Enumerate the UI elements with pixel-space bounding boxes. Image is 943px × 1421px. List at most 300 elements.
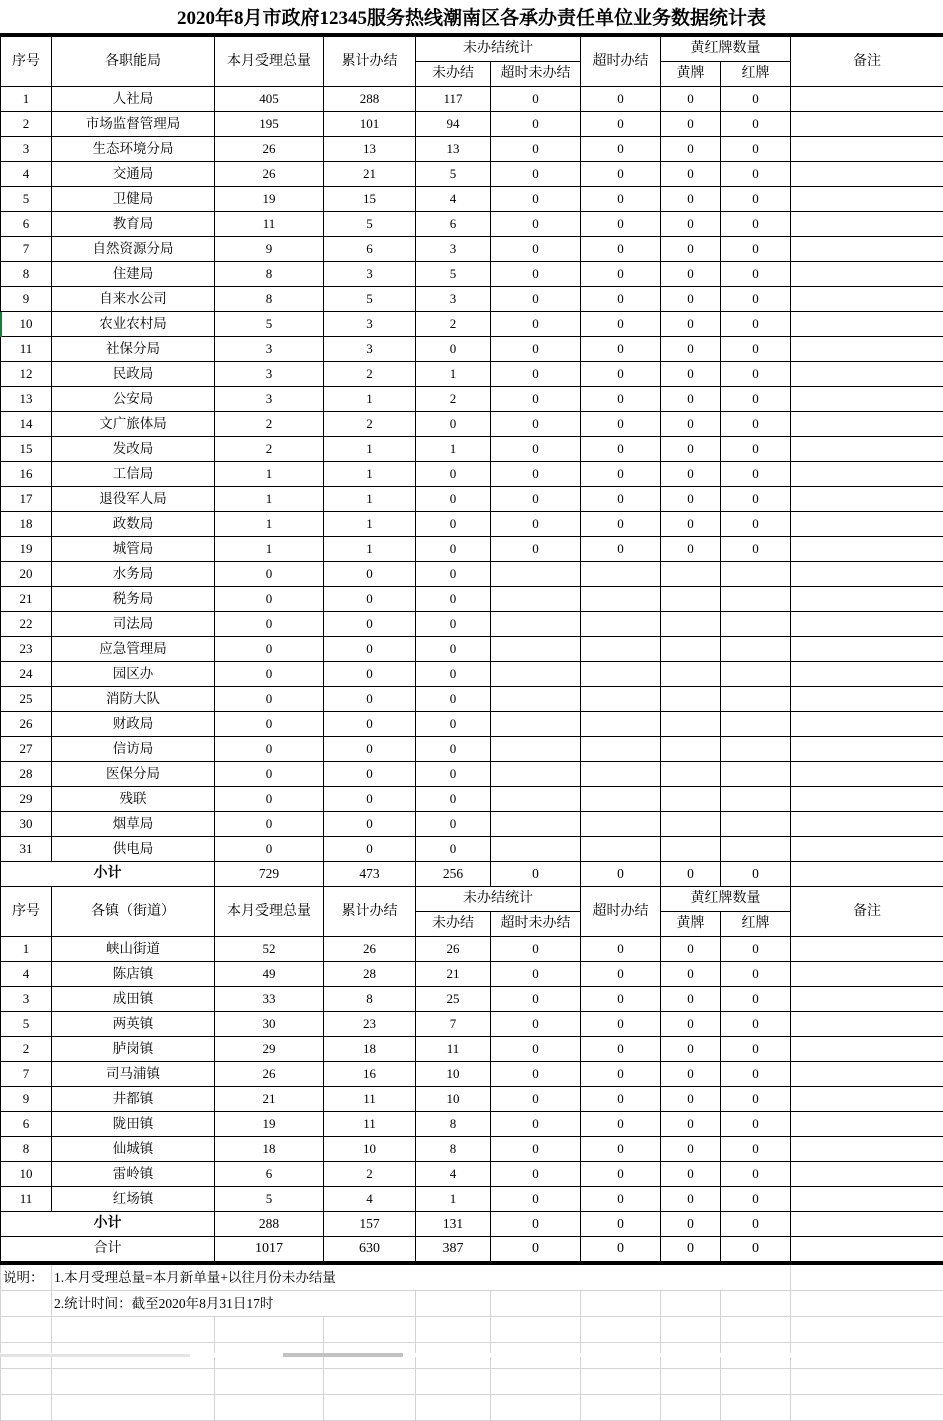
row-overdue-done[interactable]: 0 [581, 1087, 661, 1112]
row-month-total[interactable]: 1 [215, 462, 324, 487]
row-cumulative-done[interactable]: 1 [324, 462, 416, 487]
row-month-total[interactable]: 0 [215, 762, 324, 787]
row-unsettled[interactable]: 5 [416, 162, 491, 187]
row-yellow-card[interactable] [661, 837, 721, 862]
row-remark[interactable] [791, 1087, 943, 1112]
row-unsettled[interactable]: 0 [416, 787, 491, 812]
row-yellow-card[interactable] [661, 687, 721, 712]
row-cumulative-done[interactable]: 0 [324, 837, 416, 862]
row-seq[interactable]: 10 [1, 312, 52, 337]
row-month-total[interactable]: 0 [215, 712, 324, 737]
row-unsettled[interactable]: 0 [416, 687, 491, 712]
row-seq[interactable]: 2 [1, 112, 52, 137]
row-overdue-done[interactable]: 0 [581, 137, 661, 162]
empty-row-cell[interactable] [416, 1395, 491, 1421]
row-yellow-card[interactable]: 0 [661, 387, 721, 412]
row-cumulative-done[interactable]: 11 [324, 1087, 416, 1112]
row-unsettled[interactable]: 6 [416, 212, 491, 237]
table-row[interactable] [1, 412, 943, 437]
summary-month-total[interactable]: 729 [215, 862, 324, 887]
row-month-total[interactable]: 26 [215, 162, 324, 187]
row-remark[interactable] [791, 487, 943, 512]
row-yellow-card[interactable]: 0 [661, 237, 721, 262]
row-unsettled[interactable]: 10 [416, 1087, 491, 1112]
row-month-total[interactable]: 6 [215, 1162, 324, 1187]
row-name[interactable]: 政数局 [52, 512, 215, 537]
empty-row-cell[interactable] [52, 1369, 215, 1395]
row-remark[interactable] [791, 437, 943, 462]
row-overdue-done[interactable]: 0 [581, 537, 661, 562]
row-red-card[interactable]: 0 [721, 262, 791, 287]
row-overdue-done[interactable]: 0 [581, 312, 661, 337]
row-yellow-card[interactable]: 0 [661, 87, 721, 112]
row-yellow-card[interactable]: 0 [661, 1037, 721, 1062]
row-overdue-done[interactable]: 0 [581, 512, 661, 537]
table-row[interactable] [1, 162, 943, 187]
table-row[interactable] [1, 987, 943, 1012]
table-row[interactable] [1, 537, 943, 562]
row-cumulative-done[interactable]: 0 [324, 787, 416, 812]
row-remark[interactable] [791, 1112, 943, 1137]
row-name[interactable]: 仙城镇 [52, 1137, 215, 1162]
row-cumulative-done[interactable]: 288 [324, 87, 416, 112]
row-month-total[interactable]: 3 [215, 337, 324, 362]
empty-row-cell[interactable] [1, 1369, 52, 1395]
row-remark[interactable] [791, 362, 943, 387]
empty-row-cell[interactable] [581, 1317, 661, 1343]
table-row[interactable] [1, 1087, 943, 1112]
row-month-total[interactable]: 33 [215, 987, 324, 1012]
row-yellow-card[interactable]: 0 [661, 187, 721, 212]
row-remark[interactable] [791, 112, 943, 137]
row-overdue-unsettled[interactable]: 0 [491, 1137, 581, 1162]
table-row[interactable] [1, 187, 943, 212]
row-red-card[interactable] [721, 687, 791, 712]
row-overdue-unsettled[interactable]: 0 [491, 287, 581, 312]
row-unsettled[interactable]: 0 [416, 337, 491, 362]
row-unsettled[interactable]: 0 [416, 462, 491, 487]
row-unsettled[interactable]: 1 [416, 362, 491, 387]
row-yellow-card[interactable]: 0 [661, 1187, 721, 1212]
summary-remark[interactable] [791, 1237, 943, 1263]
empty-row-cell[interactable] [721, 1395, 791, 1421]
row-remark[interactable] [791, 837, 943, 862]
row-name[interactable]: 医保分局 [52, 762, 215, 787]
row-yellow-card[interactable]: 0 [661, 162, 721, 187]
table-row[interactable] [1, 637, 943, 662]
row-month-total[interactable]: 26 [215, 137, 324, 162]
table-row[interactable] [1, 387, 943, 412]
row-overdue-unsettled[interactable]: 0 [491, 537, 581, 562]
note-row-2-cell[interactable] [416, 1291, 491, 1317]
row-seq[interactable]: 7 [1, 1062, 52, 1087]
row-seq[interactable]: 19 [1, 537, 52, 562]
row-remark[interactable] [791, 1062, 943, 1087]
table-row[interactable] [1, 487, 943, 512]
row-yellow-card[interactable]: 0 [661, 262, 721, 287]
row-month-total[interactable]: 19 [215, 187, 324, 212]
row-name[interactable]: 财政局 [52, 712, 215, 737]
row-cumulative-done[interactable]: 0 [324, 737, 416, 762]
row-overdue-unsettled[interactable]: 0 [491, 1162, 581, 1187]
row-red-card[interactable]: 0 [721, 437, 791, 462]
row-month-total[interactable]: 26 [215, 1062, 324, 1087]
table-row[interactable] [1, 112, 943, 137]
note-row-2-cell[interactable] [581, 1291, 661, 1317]
row-overdue-done[interactable]: 0 [581, 1037, 661, 1062]
row-month-total[interactable]: 0 [215, 637, 324, 662]
row-seq[interactable]: 31 [1, 837, 52, 862]
scrollbar-thumb[interactable] [283, 1353, 403, 1357]
table-row[interactable] [1, 812, 943, 837]
row-unsettled[interactable]: 26 [416, 937, 491, 962]
empty-row-cell[interactable] [491, 1395, 581, 1421]
row-remark[interactable] [791, 237, 943, 262]
row-red-card[interactable] [721, 587, 791, 612]
row-seq[interactable]: 12 [1, 362, 52, 387]
row-name[interactable]: 峡山街道 [52, 937, 215, 962]
row-name[interactable]: 城管局 [52, 537, 215, 562]
row-cumulative-done[interactable]: 11 [324, 1112, 416, 1137]
row-cumulative-done[interactable]: 0 [324, 712, 416, 737]
row-overdue-unsettled[interactable]: 0 [491, 1187, 581, 1212]
note-row-2-cell[interactable] [721, 1291, 791, 1317]
row-month-total[interactable]: 8 [215, 262, 324, 287]
row-overdue-unsettled[interactable]: 0 [491, 162, 581, 187]
row-remark[interactable] [791, 587, 943, 612]
row-overdue-done[interactable]: 0 [581, 462, 661, 487]
row-unsettled[interactable]: 3 [416, 237, 491, 262]
empty-row-cell[interactable] [491, 1369, 581, 1395]
row-yellow-card[interactable] [661, 812, 721, 837]
row-month-total[interactable]: 3 [215, 387, 324, 412]
row-red-card[interactable]: 0 [721, 937, 791, 962]
row-name[interactable]: 人社局 [52, 87, 215, 112]
row-cumulative-done[interactable]: 5 [324, 212, 416, 237]
row-overdue-done[interactable] [581, 637, 661, 662]
row-cumulative-done[interactable]: 10 [324, 1137, 416, 1162]
row-seq[interactable]: 5 [1, 187, 52, 212]
row-month-total[interactable]: 49 [215, 962, 324, 987]
row-red-card[interactable]: 0 [721, 212, 791, 237]
row-remark[interactable] [791, 1162, 943, 1187]
empty-row-cell[interactable] [581, 1395, 661, 1421]
empty-row-cell[interactable] [661, 1317, 721, 1343]
row-red-card[interactable] [721, 812, 791, 837]
row-overdue-unsettled[interactable] [491, 712, 581, 737]
row-red-card[interactable]: 0 [721, 137, 791, 162]
row-name[interactable]: 陇田镇 [52, 1112, 215, 1137]
row-overdue-unsettled[interactable]: 0 [491, 262, 581, 287]
row-seq[interactable]: 22 [1, 612, 52, 637]
row-overdue-done[interactable]: 0 [581, 287, 661, 312]
row-seq[interactable]: 9 [1, 287, 52, 312]
summary-overdue-unsettled[interactable]: 0 [491, 1237, 581, 1263]
row-seq[interactable]: 30 [1, 812, 52, 837]
row-overdue-done[interactable]: 0 [581, 237, 661, 262]
row-seq[interactable]: 4 [1, 962, 52, 987]
table-row[interactable] [1, 1187, 943, 1212]
row-month-total[interactable]: 1 [215, 537, 324, 562]
row-yellow-card[interactable]: 0 [661, 537, 721, 562]
row-remark[interactable] [791, 462, 943, 487]
row-unsettled[interactable]: 0 [416, 587, 491, 612]
row-red-card[interactable] [721, 787, 791, 812]
row-cumulative-done[interactable]: 26 [324, 937, 416, 962]
summary-cumulative-done[interactable]: 630 [324, 1237, 416, 1263]
row-month-total[interactable]: 8 [215, 287, 324, 312]
row-remark[interactable] [791, 512, 943, 537]
row-month-total[interactable]: 0 [215, 787, 324, 812]
row-cumulative-done[interactable]: 18 [324, 1037, 416, 1062]
row-cumulative-done[interactable]: 0 [324, 587, 416, 612]
row-seq[interactable]: 8 [1, 262, 52, 287]
row-remark[interactable] [791, 1037, 943, 1062]
row-name[interactable]: 胪岗镇 [52, 1037, 215, 1062]
row-seq[interactable]: 3 [1, 987, 52, 1012]
row-red-card[interactable]: 0 [721, 1162, 791, 1187]
row-overdue-done[interactable] [581, 562, 661, 587]
row-red-card[interactable]: 0 [721, 1087, 791, 1112]
table-row[interactable] [1, 962, 943, 987]
row-name[interactable]: 雷岭镇 [52, 1162, 215, 1187]
table-row[interactable] [1, 687, 943, 712]
row-unsettled[interactable]: 1 [416, 437, 491, 462]
row-red-card[interactable]: 0 [721, 537, 791, 562]
row-red-card[interactable] [721, 712, 791, 737]
row-unsettled[interactable]: 11 [416, 1037, 491, 1062]
row-yellow-card[interactable] [661, 787, 721, 812]
table-row[interactable] [1, 137, 943, 162]
row-cumulative-done[interactable]: 13 [324, 137, 416, 162]
row-cumulative-done[interactable]: 3 [324, 337, 416, 362]
row-red-card[interactable] [721, 562, 791, 587]
summary-overdue-done[interactable]: 0 [581, 1212, 661, 1237]
row-seq[interactable]: 28 [1, 762, 52, 787]
row-name[interactable]: 红场镇 [52, 1187, 215, 1212]
row-red-card[interactable]: 0 [721, 362, 791, 387]
row-unsettled[interactable]: 1 [416, 1187, 491, 1212]
row-overdue-done[interactable]: 0 [581, 437, 661, 462]
row-overdue-unsettled[interactable]: 0 [491, 187, 581, 212]
summary-unsettled[interactable]: 387 [416, 1237, 491, 1263]
row-overdue-done[interactable] [581, 662, 661, 687]
row-month-total[interactable]: 9 [215, 237, 324, 262]
row-yellow-card[interactable]: 0 [661, 487, 721, 512]
row-overdue-unsettled[interactable]: 0 [491, 337, 581, 362]
row-seq[interactable]: 17 [1, 487, 52, 512]
row-remark[interactable] [791, 612, 943, 637]
row-red-card[interactable]: 0 [721, 962, 791, 987]
row-unsettled[interactable]: 0 [416, 662, 491, 687]
row-overdue-unsettled[interactable] [491, 637, 581, 662]
row-month-total[interactable]: 0 [215, 737, 324, 762]
row-yellow-card[interactable]: 0 [661, 1062, 721, 1087]
row-overdue-unsettled[interactable]: 0 [491, 1037, 581, 1062]
row-overdue-done[interactable]: 0 [581, 487, 661, 512]
row-overdue-unsettled[interactable] [491, 662, 581, 687]
row-month-total[interactable]: 21 [215, 1087, 324, 1112]
row-remark[interactable] [791, 562, 943, 587]
row-overdue-unsettled[interactable]: 0 [491, 512, 581, 537]
row-overdue-done[interactable]: 0 [581, 1112, 661, 1137]
row-yellow-card[interactable] [661, 762, 721, 787]
summary-yellow-card[interactable]: 0 [661, 862, 721, 887]
table-row[interactable] [1, 1062, 943, 1087]
row-month-total[interactable]: 0 [215, 812, 324, 837]
row-month-total[interactable]: 2 [215, 437, 324, 462]
row-cumulative-done[interactable]: 3 [324, 262, 416, 287]
row-month-total[interactable]: 11 [215, 212, 324, 237]
summary-overdue-unsettled[interactable]: 0 [491, 862, 581, 887]
row-overdue-unsettled[interactable]: 0 [491, 437, 581, 462]
row-seq[interactable]: 25 [1, 687, 52, 712]
row-overdue-done[interactable]: 0 [581, 987, 661, 1012]
row-unsettled[interactable]: 94 [416, 112, 491, 137]
row-yellow-card[interactable]: 0 [661, 462, 721, 487]
row-remark[interactable] [791, 987, 943, 1012]
row-unsettled[interactable]: 0 [416, 762, 491, 787]
row-cumulative-done[interactable]: 1 [324, 387, 416, 412]
empty-row-cell[interactable] [324, 1395, 416, 1421]
row-name[interactable]: 民政局 [52, 362, 215, 387]
summary-remark[interactable] [791, 1212, 943, 1237]
row-name[interactable]: 社保分局 [52, 337, 215, 362]
row-yellow-card[interactable]: 0 [661, 937, 721, 962]
empty-row-cell[interactable] [661, 1369, 721, 1395]
row-red-card[interactable]: 0 [721, 387, 791, 412]
row-name[interactable]: 自然资源分局 [52, 237, 215, 262]
row-overdue-done[interactable]: 0 [581, 1062, 661, 1087]
row-month-total[interactable]: 18 [215, 1137, 324, 1162]
summary-overdue-done[interactable]: 0 [581, 1237, 661, 1263]
row-yellow-card[interactable]: 0 [661, 362, 721, 387]
summary-remark[interactable] [791, 862, 943, 887]
row-overdue-done[interactable] [581, 812, 661, 837]
row-red-card[interactable]: 0 [721, 987, 791, 1012]
empty-row-cell[interactable] [215, 1395, 324, 1421]
row-overdue-done[interactable] [581, 737, 661, 762]
row-name[interactable]: 退役军人局 [52, 487, 215, 512]
row-month-total[interactable]: 195 [215, 112, 324, 137]
summary-red-card[interactable]: 0 [721, 1237, 791, 1263]
summary-unsettled[interactable]: 131 [416, 1212, 491, 1237]
row-overdue-unsettled[interactable]: 0 [491, 112, 581, 137]
table-row[interactable] [1, 762, 943, 787]
row-name[interactable]: 信访局 [52, 737, 215, 762]
row-yellow-card[interactable]: 0 [661, 1012, 721, 1037]
row-red-card[interactable] [721, 637, 791, 662]
row-cumulative-done[interactable]: 1 [324, 512, 416, 537]
grand-total-row[interactable] [1, 1237, 943, 1263]
row-unsettled[interactable]: 13 [416, 137, 491, 162]
row-overdue-done[interactable]: 0 [581, 162, 661, 187]
table-row[interactable] [1, 312, 943, 337]
row-overdue-done[interactable]: 0 [581, 262, 661, 287]
row-remark[interactable] [791, 962, 943, 987]
row-seq[interactable]: 5 [1, 1012, 52, 1037]
empty-row-cell[interactable] [491, 1317, 581, 1343]
row-seq[interactable]: 3 [1, 137, 52, 162]
table-row[interactable] [1, 562, 943, 587]
row-overdue-done[interactable]: 0 [581, 387, 661, 412]
row-name[interactable]: 园区办 [52, 662, 215, 687]
row-month-total[interactable]: 52 [215, 937, 324, 962]
row-month-total[interactable]: 0 [215, 837, 324, 862]
row-cumulative-done[interactable]: 8 [324, 987, 416, 1012]
row-overdue-done[interactable] [581, 837, 661, 862]
row-yellow-card[interactable]: 0 [661, 437, 721, 462]
row-overdue-unsettled[interactable]: 0 [491, 462, 581, 487]
row-yellow-card[interactable]: 0 [661, 112, 721, 137]
row-red-card[interactable] [721, 662, 791, 687]
row-yellow-card[interactable] [661, 587, 721, 612]
table-row[interactable] [1, 237, 943, 262]
row-remark[interactable] [791, 412, 943, 437]
row-cumulative-done[interactable]: 0 [324, 687, 416, 712]
row-overdue-unsettled[interactable]: 0 [491, 1087, 581, 1112]
row-seq[interactable]: 21 [1, 587, 52, 612]
row-month-total[interactable]: 5 [215, 1187, 324, 1212]
row-month-total[interactable]: 0 [215, 562, 324, 587]
row-unsettled[interactable]: 4 [416, 187, 491, 212]
row-seq[interactable]: 10 [1, 1162, 52, 1187]
row-month-total[interactable]: 405 [215, 87, 324, 112]
row-overdue-unsettled[interactable]: 0 [491, 1062, 581, 1087]
row-seq[interactable]: 11 [1, 337, 52, 362]
row-name[interactable]: 农业农村局 [52, 312, 215, 337]
row-overdue-done[interactable]: 0 [581, 87, 661, 112]
empty-row-cell[interactable] [416, 1317, 491, 1343]
row-name[interactable]: 发改局 [52, 437, 215, 462]
table-row[interactable] [1, 337, 943, 362]
summary-yellow-card[interactable]: 0 [661, 1212, 721, 1237]
row-overdue-done[interactable]: 0 [581, 187, 661, 212]
row-overdue-unsettled[interactable]: 0 [491, 962, 581, 987]
row-overdue-unsettled[interactable]: 0 [491, 137, 581, 162]
empty-row-cell[interactable] [52, 1395, 215, 1421]
table-row[interactable] [1, 462, 943, 487]
row-remark[interactable] [791, 637, 943, 662]
row-unsettled[interactable]: 0 [416, 612, 491, 637]
row-overdue-unsettled[interactable]: 0 [491, 987, 581, 1012]
row-seq[interactable]: 18 [1, 512, 52, 537]
row-name[interactable]: 自来水公司 [52, 287, 215, 312]
row-red-card[interactable]: 0 [721, 1062, 791, 1087]
row-remark[interactable] [791, 537, 943, 562]
row-yellow-card[interactable]: 0 [661, 1112, 721, 1137]
empty-row-cell[interactable] [1, 1395, 52, 1421]
row-yellow-card[interactable]: 0 [661, 1137, 721, 1162]
row-seq[interactable]: 7 [1, 237, 52, 262]
row-seq[interactable]: 15 [1, 437, 52, 462]
row-unsettled[interactable]: 0 [416, 812, 491, 837]
row-unsettled[interactable]: 8 [416, 1137, 491, 1162]
row-overdue-unsettled[interactable]: 0 [491, 387, 581, 412]
row-overdue-done[interactable]: 0 [581, 1162, 661, 1187]
row-cumulative-done[interactable]: 101 [324, 112, 416, 137]
row-overdue-done[interactable] [581, 787, 661, 812]
table-row[interactable] [1, 512, 943, 537]
row-cumulative-done[interactable]: 1 [324, 437, 416, 462]
table-row[interactable] [1, 787, 943, 812]
row-seq[interactable]: 23 [1, 637, 52, 662]
row-name[interactable]: 烟草局 [52, 812, 215, 837]
row-yellow-card[interactable]: 0 [661, 212, 721, 237]
summary-yellow-card[interactable]: 0 [661, 1237, 721, 1263]
row-overdue-unsettled[interactable]: 0 [491, 87, 581, 112]
empty-row-cell[interactable] [52, 1317, 215, 1343]
